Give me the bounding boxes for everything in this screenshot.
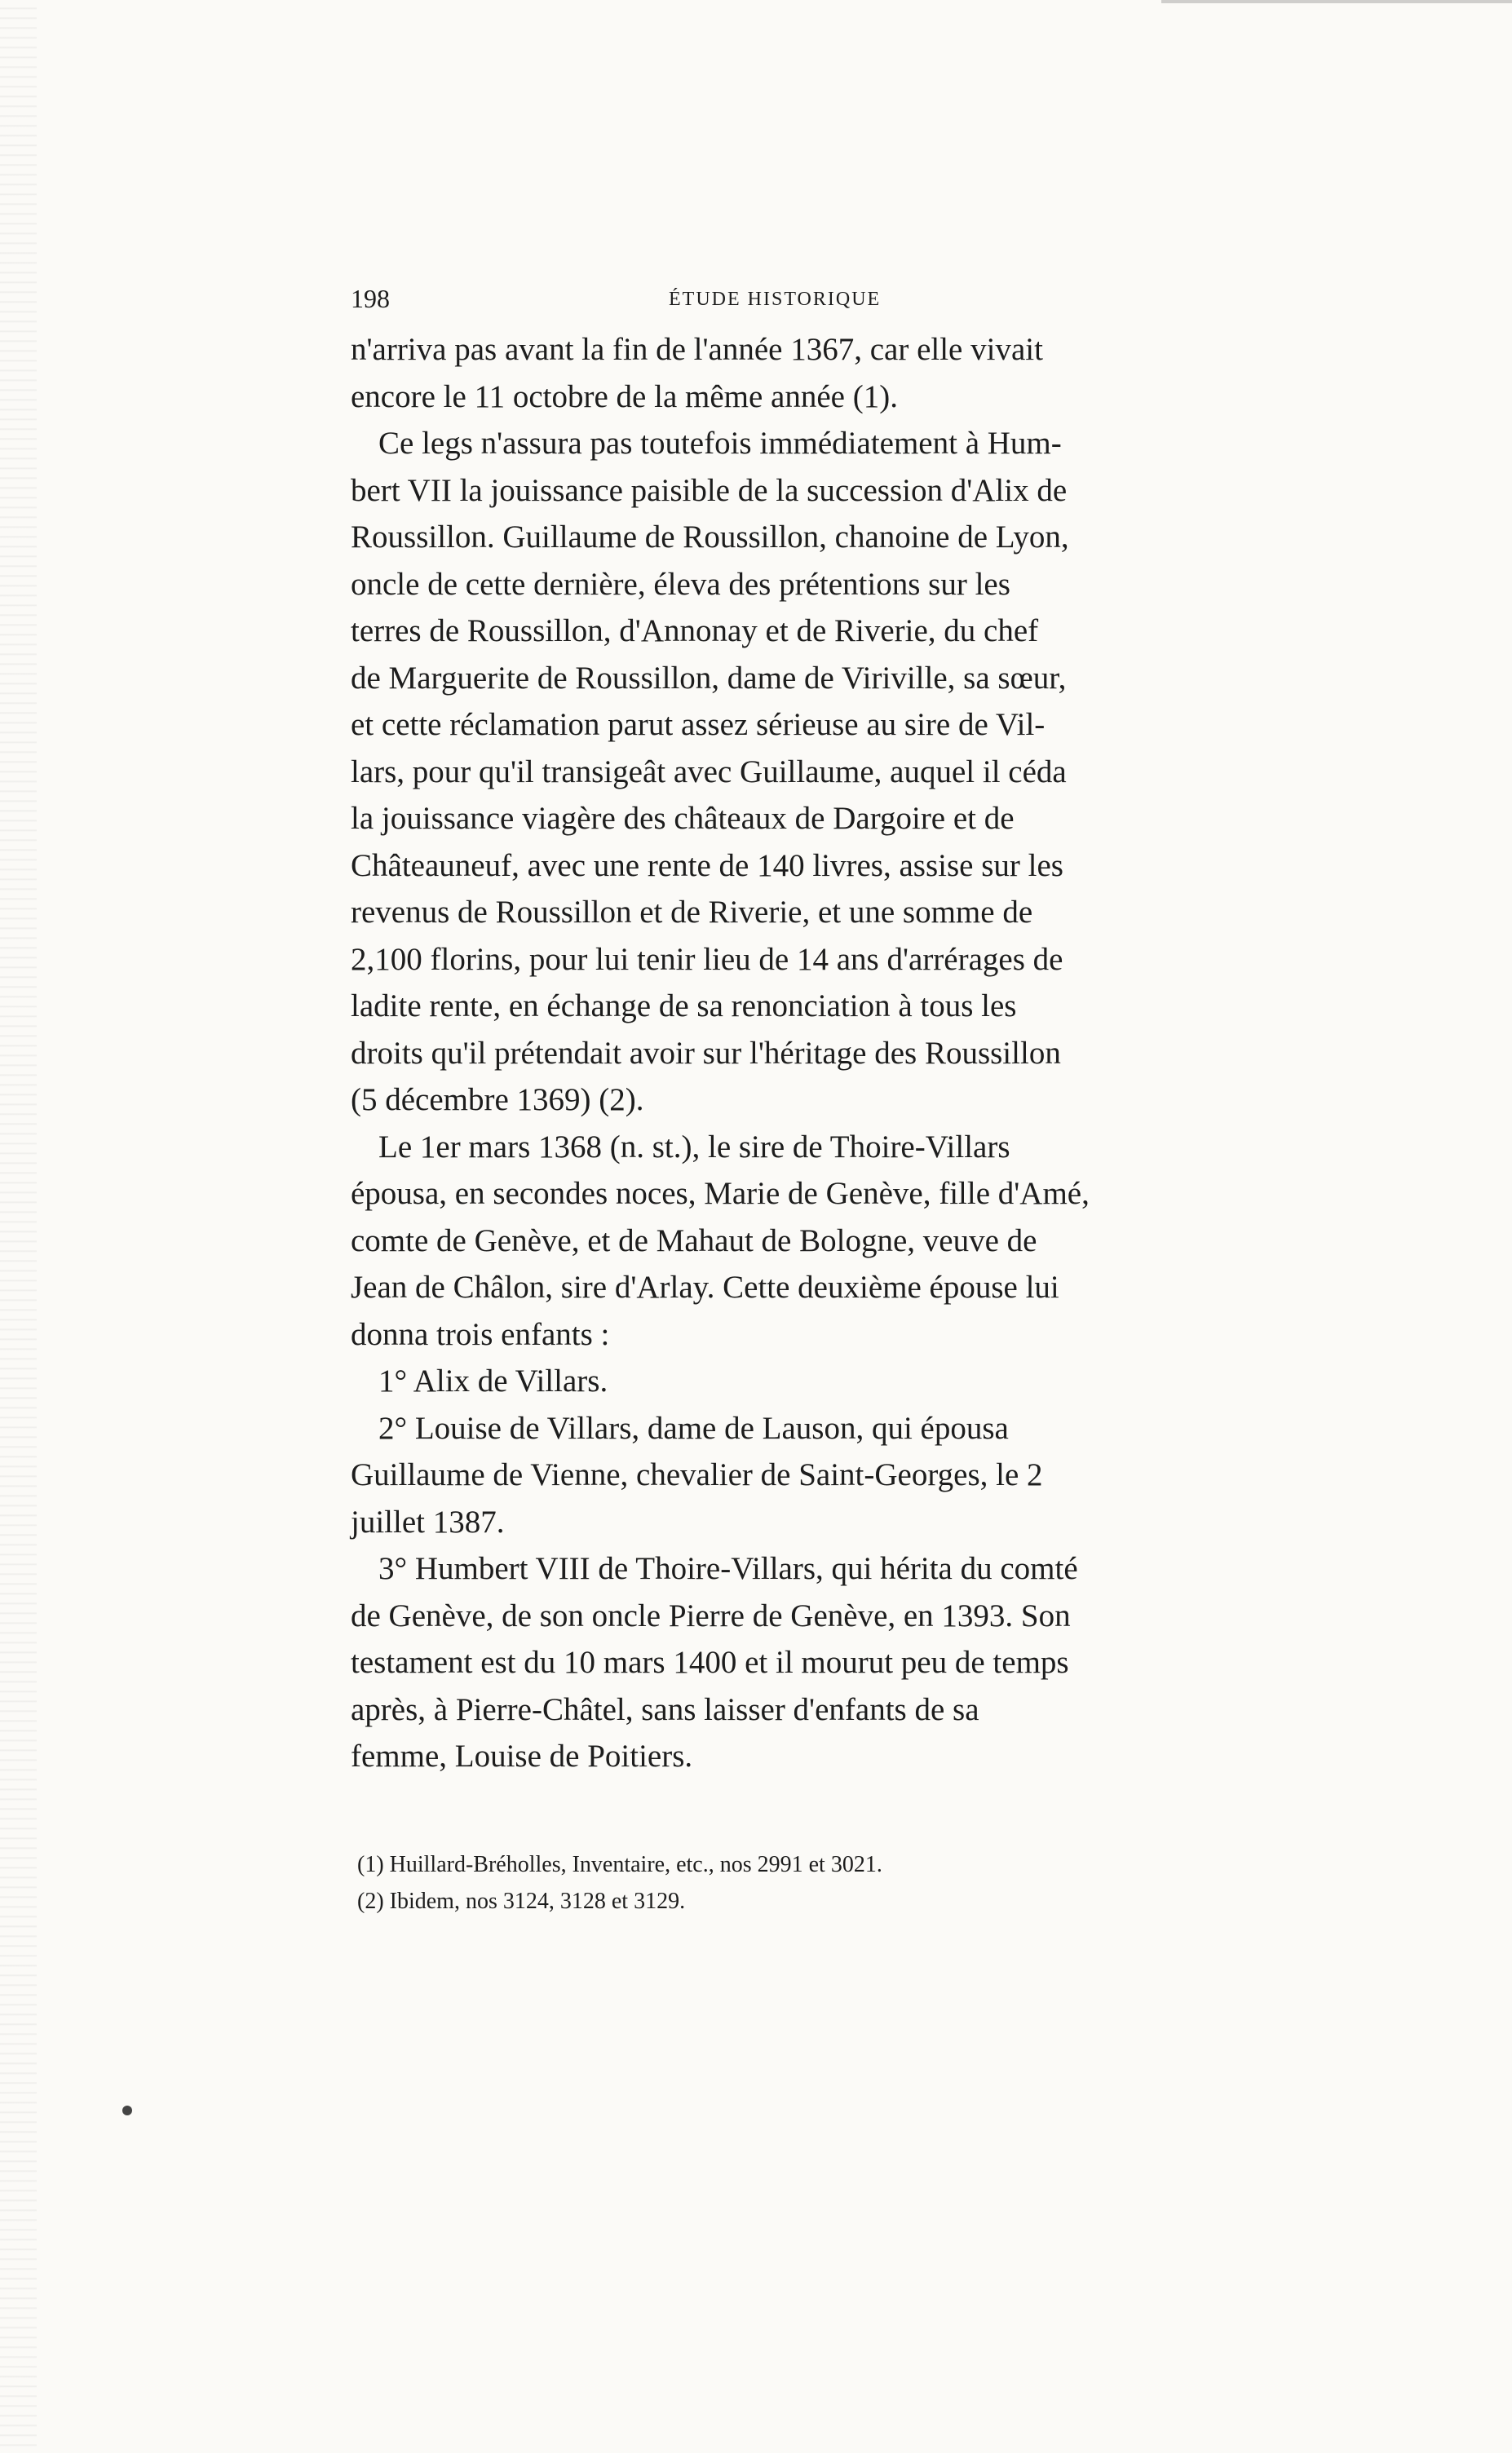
ink-dot — [122, 2106, 132, 2115]
page-number: 198 — [351, 284, 390, 313]
paragraph-marriage: Le 1er mars 1368 (n. st.), le sire de Thoire-Villars épousa, en secondes noces, Marie de Genève, fille d'Amé, comte de Genève, et de Mahaut de Bologne, veuve de Jean de Châlon, sire d'Arlay. Cette deuxième épouse lui donna trois enfants : — [351, 1129, 1090, 1352]
scan-top-edge — [1161, 0, 1512, 3]
paragraph-continuation: n'arriva pas avant la fin de l'année 1367, car elle vivait encore le 11 octobre de la même année (1). — [351, 332, 1043, 414]
footnote-1: (1) Huillard-Bréholles, Inventaire, etc., nos 2991 et 3021. — [357, 1852, 882, 1877]
child-humbert: 3° Humbert VIII de Thoire-Villars, qui hérita du comté de Genève, de son oncle Pierre de Genève, en 1393. Son testament est du 10 mars 1400 et il mourut peu de temps après, à Pierre-Châtel, sans laisser d'enfants de sa femme, Louise de Poitiers. — [351, 1551, 1078, 1774]
page-header — [351, 269, 1240, 326]
document-page — [351, 269, 1240, 2022]
running-title: ÉTUDE HISTORIQUE — [669, 289, 882, 310]
child-alix: 1° Alix de Villars. — [378, 1364, 608, 1399]
paragraph-legs-roussillon: Ce legs n'assura pas toutefois immédiatement à Hum- bert VII la jouissance paisible de la succession d'Alix de Roussillon. Guillaume de Roussillon, chanoine de Lyon, oncle de cette dernière, éleva des prétentions sur les terres de Roussillon, d'Annonay et de Riverie, du chef de Marguerite de Roussillon, dame de Viriville, sa sœur, et cette réclamation parut assez sérieuse au sire de Vil- lars, pour qu'il transigeât avec Guillaume, auquel il céda la jouissance viagère des châteaux de Dargoire et de Châteauneuf, avec une rente de 140 livres, assise sur les revenus de Roussillon et de Riverie, et une somme de 2,100 florins, pour lui tenir lieu de 14 ans d'arrérages de ladite rente, en échange de sa renonciation à tous les droits qu'il prétendait avoir sur l'héritage des Roussillon (5 décembre 1369) (2). — [351, 426, 1069, 1117]
footnotes — [351, 1846, 1166, 1920]
scan-left-edge — [0, 0, 37, 2453]
child-louise: 2° Louise de Villars, dame de Lauson, qui épousa Guillaume de Vienne, chevalier de Saint-Georges, le 2 juillet 1387. — [351, 1410, 1043, 1540]
body-text — [351, 326, 1240, 1780]
footnote-2: (2) Ibidem, nos 3124, 3128 et 3129. — [357, 1889, 686, 1914]
